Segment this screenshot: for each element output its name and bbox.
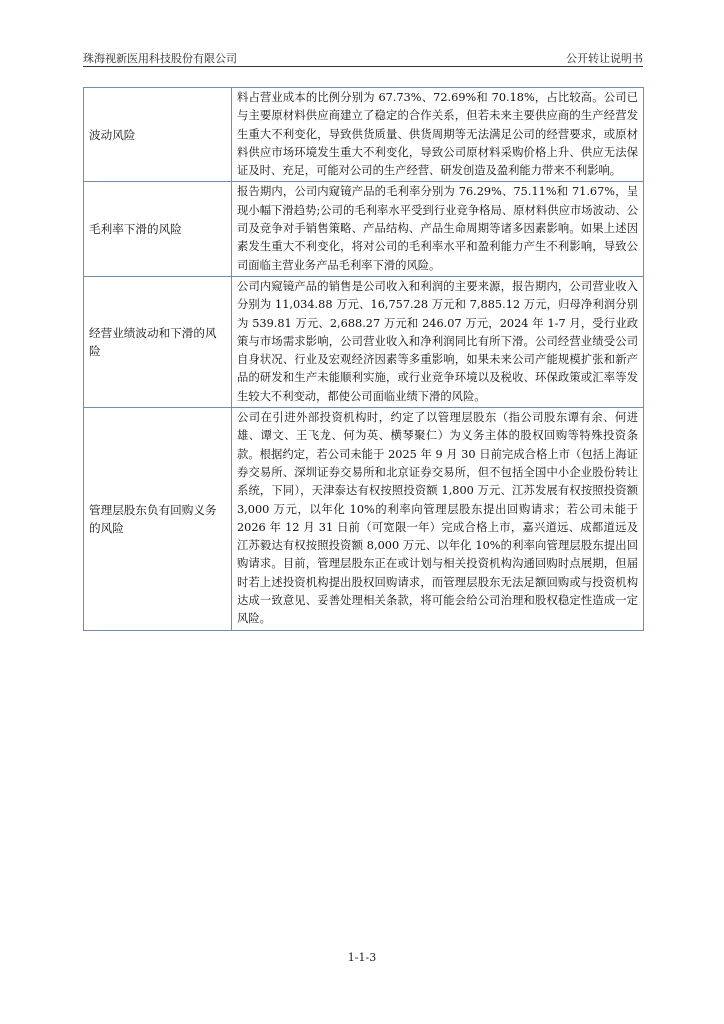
table-row <box>84 276 644 407</box>
table-row <box>84 182 644 276</box>
risk-description: 报告期内，公司内窥镜产品的毛利率分别为 76.29%、75.11%和 71.67%，呈现小幅下滑趋势;公司的毛利率水平受到行业竞争格局、原材料供应市场波动、公司及竞争对手销售策略、产品结构、产品生命周期等诸多因素影响。如果上述因素发生重大不利变化，将对公司的毛利率水平和盈利能力产生不利影响，导致公司面临主营业务产品毛利率下滑的风险。 <box>232 182 644 276</box>
page-header <box>83 50 643 66</box>
risk-name: 经营业绩波动和下滑的风险 <box>84 276 232 407</box>
table-row <box>84 408 644 631</box>
risk-description: 公司在引进外部投资机构时，约定了以管理层股东（指公司股东谭有余、何进雄、谭文、王飞龙、何为英、横琴聚仁）为义务主体的股权回购等特殊投资条款。根据约定，若公司未能于 2025 年 9 月 30 日前完成合格上市（包括上海证券交易所、深圳证券交易所和北京证券交易所，但不包括全国中小企业股份转让系统，下同），天津泰达有权按照投资额 1,800 万元、江苏发展有权按照投资额 3,000 万元，以年化 10%的利率向管理层股东提出回购请求；若公司未能于 2026 年 12 月 31 日前（可宽限一年）完成合格上市，嘉兴道远、成都道远及江苏毅达有权按照投资额 8,000 万元、以年化 10%的利率向管理层股东提出回购请求。目前，管理层股东正在或计划与相关投资机构沟通回购时点展期，但届时若上述投资机构提出股权回购请求，而管理层股东无法足额回购或与投资机构达成一致意见、妥善处理相关条款，将可能会给公司治理和股权稳定性造成一定风险。 <box>232 408 644 631</box>
risk-description: 公司内窥镜产品的销售是公司收入和利润的主要来源，报告期内，公司营业收入分别为 11,034.88 万元、16,757.28 万元和 7,885.12 万元，归母净利润分别为 539.81 万元、2,688.27 万元和 246.07 万元，2024 年 1-7 月，受行业政策与市场需求影响，公司营业收入和净利润同比有所下滑。公司经营业绩受公司自身状况、行业及宏观经济因素等多重影响，如果未来公司产能规模扩张和新产品的研发和生产未能顺利实施，或行业竞争环境以及税收、环保政策或汇率等发生较大不利变动，都使公司面临业绩下滑的风险。 <box>232 276 644 407</box>
company-name: 珠海视新医用科技股份有限公司 <box>83 52 237 65</box>
document-title: 公开转让说明书 <box>566 52 643 65</box>
risk-description: 料占营业成本的比例分别为 67.73%、72.69%和 70.18%，占比较高。公司已与主要原材料供应商建立了稳定的合作关系，但若未来主要供应商的生产经营发生重大不利变化，导致供货质量、供货周期等无法满足公司的经营要求，或原材料供应市场环境发生重大不利变化，导致公司原材料采购价格上升、供应无法保证及时、充足，可能对公司的生产经营、研发创造及盈利能力带来不利影响。 <box>232 88 644 182</box>
risk-table <box>83 87 644 631</box>
table-row <box>84 88 644 182</box>
page-number: 1-1-3 <box>347 951 377 964</box>
risk-name: 毛利率下滑的风险 <box>84 182 232 276</box>
header-divider <box>83 66 643 67</box>
risk-name: 波动风险 <box>84 88 232 182</box>
risk-name: 管理层股东负有回购义务的风险 <box>84 408 232 631</box>
